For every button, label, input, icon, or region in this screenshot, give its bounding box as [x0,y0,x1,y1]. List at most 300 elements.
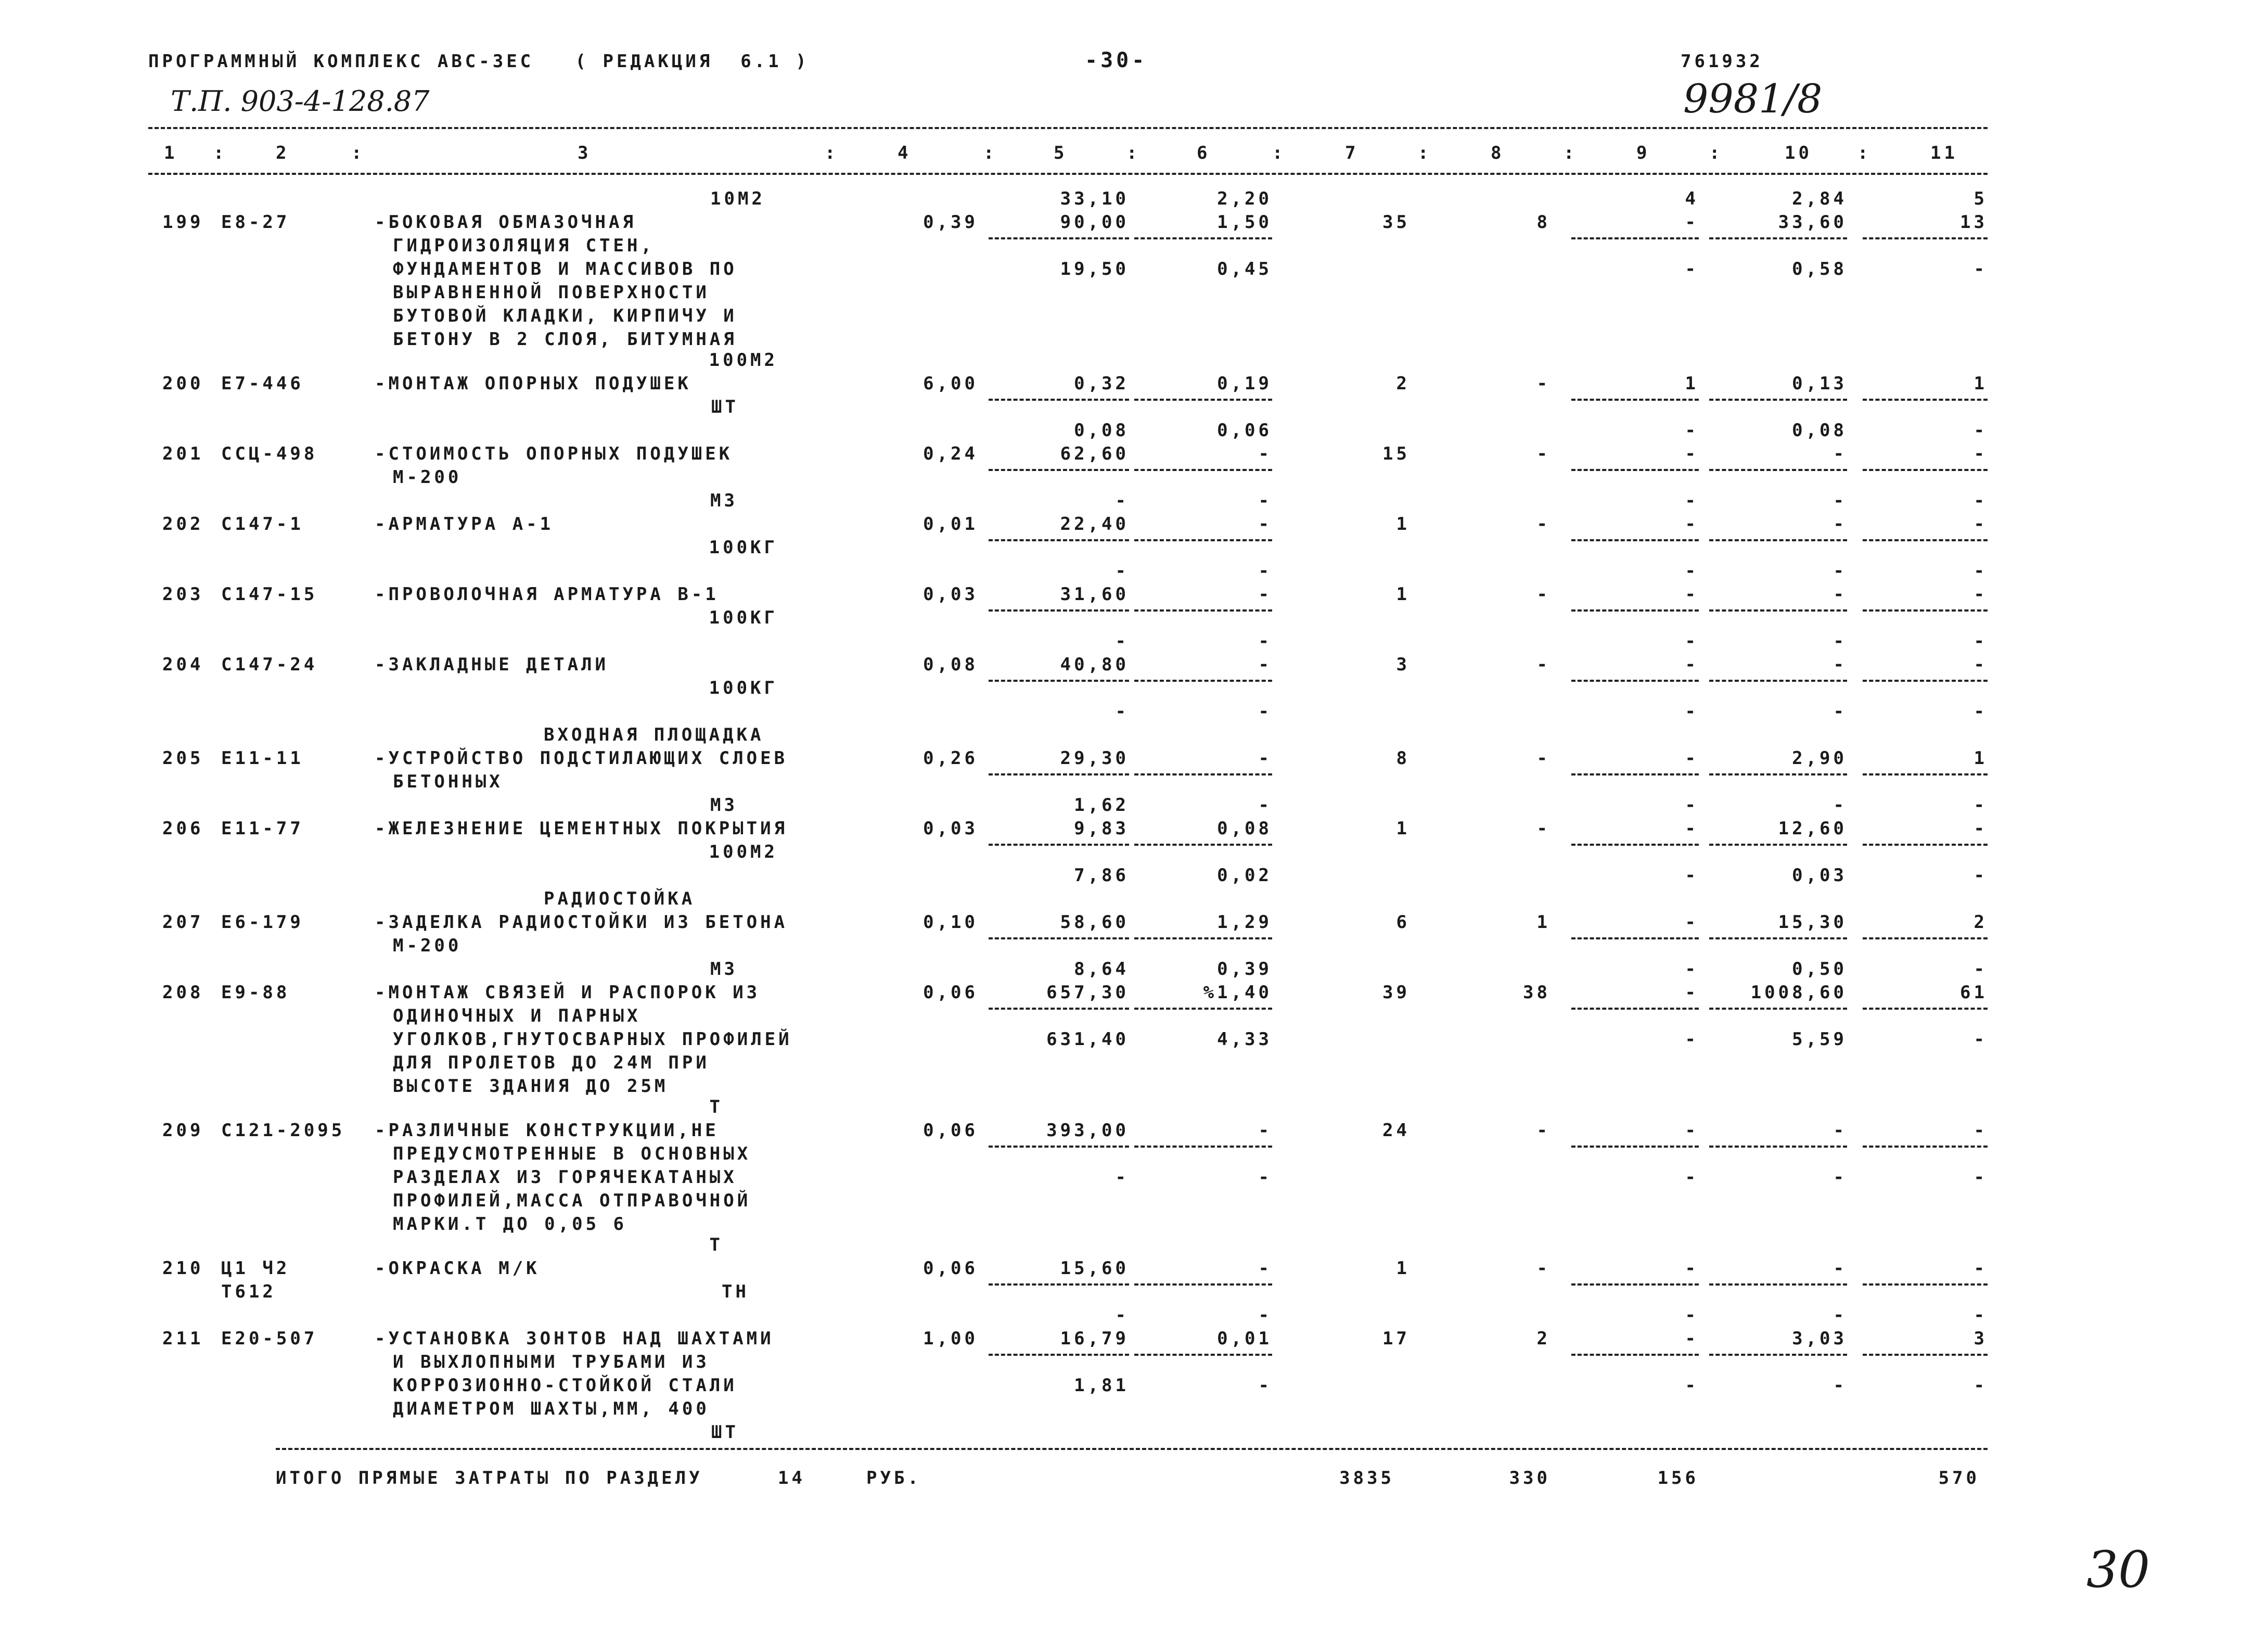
col10-value: 0,50 [1792,959,1847,979]
column-header: 5 [1054,143,1068,163]
col10-value: - [1833,631,1847,652]
work-description: -МОНТАЖ СВЯЗЕЙ И РАСПОРОК ИЗ [375,982,761,1003]
col4-value: 0,26 [923,748,978,769]
unit-of-measure: ТН [722,1281,749,1302]
unit-of-measure: ШТ [711,397,739,417]
unit-of-measure: 100М2 [709,350,778,371]
program-header: ПРОГРАММНЫЙ КОМПЛЕКС АВС-3ЕС ( РЕДАКЦИЯ 6.1 ) [148,51,810,72]
col9-value: - [1685,959,1699,979]
cost-separator [1709,609,1847,612]
cost-separator [1571,937,1699,939]
col9-value: - [1685,259,1699,279]
col7-value: 2 [1396,373,1410,394]
work-description: -ПРОВОЛОЧНАЯ АРМАТУРА В-1 [375,584,719,605]
cost-separator [1863,1146,1988,1148]
col6-value: 0,02 [1217,865,1272,886]
rate-code: Е11-11 [221,748,304,769]
work-description-continued: УГОЛКОВ,ГНУТОСВАРНЫХ ПРОФИЛЕЙ [393,1029,792,1050]
col10-value: - [1833,443,1847,464]
col11-value: - [1974,654,1988,675]
cost-separator [1571,773,1699,775]
col5-value: 90,00 [1060,212,1129,233]
col10-value: 0,03 [1792,865,1847,886]
col8-value: - [1536,654,1551,675]
item-number: 209 [162,1120,204,1141]
unit-of-measure: Т [709,1097,723,1117]
col6-value: - [1258,443,1272,464]
unit-of-measure: М3 [710,795,738,816]
col9-value: - [1685,748,1699,769]
col9-value: - [1685,818,1699,839]
header-rule-top [148,127,1988,129]
col6-value: 1,29 [1217,912,1272,933]
rate-code: Е20-507 [221,1328,318,1349]
col11-value: - [1974,514,1988,535]
col10-value: 12,60 [1778,818,1847,839]
col7-value: 15 [1382,443,1410,464]
header-rule-bottom [148,173,1988,175]
col7-value: 35 [1382,212,1410,233]
col4-value: 0,03 [923,584,978,605]
cost-separator [1571,1146,1699,1148]
cost-separator [1134,609,1272,612]
col10-value: - [1833,1258,1847,1279]
cost-separator [1863,1283,1988,1286]
cost-separator [1709,539,1847,541]
total-col9: 156 [1657,1468,1699,1489]
col8-value: 8 [1536,212,1551,233]
col10-value: 0,58 [1792,259,1847,279]
column-separator: : [351,143,365,163]
col10-value: - [1833,795,1847,816]
col5-value: - [1115,631,1129,652]
cost-separator [1134,773,1272,775]
cost-separator [1863,937,1988,939]
col11-value: 2 [1974,912,1988,933]
col6-value: 0,01 [1217,1328,1272,1349]
work-description-continued: ПРОФИЛЕЙ,МАССА ОТПРАВОЧНОЙ [393,1190,751,1211]
col5-value: - [1115,490,1129,511]
document-code: 761932 [1681,51,1763,72]
col10-value: - [1833,1375,1847,1396]
col11-value: - [1974,490,1988,511]
col7-value: 1 [1396,1258,1410,1279]
col9-value: - [1685,584,1699,605]
cost-separator [1571,469,1699,471]
col11-value: 1 [1974,748,1988,769]
work-description: -ЗАДЕЛКА РАДИОСТОЙКИ ИЗ БЕТОНА [375,912,788,933]
col10-value: - [1833,1305,1847,1326]
column-header: 8 [1491,143,1505,163]
rate-code: Е11-77 [221,818,304,839]
section-title: ВХОДНАЯ ПЛОЩАДКА [544,724,764,745]
work-description-continued: М-200 [393,935,462,956]
cost-separator [1134,1283,1272,1286]
cost-separator [1571,680,1699,682]
col5-value: - [1115,561,1129,581]
col11-value: - [1974,584,1988,605]
col9-value: - [1685,1029,1699,1050]
cost-separator [1863,680,1988,682]
col9-value: - [1685,1328,1699,1349]
work-description-continued: ГИДРОИЗОЛЯЦИЯ СТЕН, [393,235,655,256]
cost-separator [989,539,1129,541]
work-description-continued: БЕТОНУ В 2 СЛОЯ, БИТУМНАЯ [393,329,737,350]
rate-code: ССЦ-498 [221,443,318,464]
cost-separator [989,680,1129,682]
col9-value: - [1685,443,1699,464]
cost-separator [1134,469,1272,471]
col9-value: - [1685,420,1699,441]
work-description-continued: КОРРОЗИОННО-СТОЙКОЙ СТАЛИ [393,1375,737,1396]
cost-separator [1863,237,1988,239]
column-header: 2 [276,143,290,163]
col10-value: - [1833,561,1847,581]
cost-separator [1709,469,1847,471]
work-description: -БОКОВАЯ ОБМАЗОЧНАЯ [375,212,636,233]
col10-value: - [1833,584,1847,605]
column-separator: : [1564,143,1578,163]
column-separator: : [1857,143,1872,163]
col4-value: 0,06 [923,1120,978,1141]
col11-value: - [1974,1258,1988,1279]
cost-separator [1709,1146,1847,1148]
cost-separator [1709,1354,1847,1356]
col5-value: 1,81 [1074,1375,1129,1396]
col10-value: - [1833,514,1847,535]
cost-separator [989,609,1129,612]
col8-value: - [1536,443,1551,464]
cost-separator [1863,1354,1988,1356]
column-separator: : [1709,143,1723,163]
col10-value: 5,59 [1792,1029,1847,1050]
col6-value: 2,20 [1217,188,1272,209]
work-description-continued: ДЛЯ ПРОЛЕТОВ ДО 24М ПРИ [393,1052,710,1073]
page-number: -30- [1085,48,1148,72]
col6-value: %1,40 [1203,982,1272,1003]
col6-value: - [1258,584,1272,605]
col11-value: - [1974,795,1988,816]
cost-separator [989,469,1129,471]
column-header: 3 [578,143,592,163]
work-description-continued: ВЫРАВНЕННОЙ ПОВЕРХНОСТИ [393,282,710,303]
col6-value: - [1258,631,1272,652]
col11-value: - [1974,443,1988,464]
col5-value: 9,83 [1074,818,1129,839]
col9-value: - [1685,514,1699,535]
work-description-continued: МАРКИ.Т ДО 0,05 6 [393,1214,627,1235]
col9-value: - [1685,795,1699,816]
cost-separator [1571,399,1699,401]
col10-value: 15,30 [1778,912,1847,933]
work-description-continued: М-200 [393,467,462,488]
col10-value: 1008,60 [1750,982,1847,1003]
col6-value: - [1258,748,1272,769]
col10-value: - [1833,1167,1847,1188]
col8-value: - [1536,1258,1551,1279]
total-label: ИТОГО ПРЯМЫЕ ЗАТРАТЫ ПО РАЗДЕЛУ [276,1468,703,1489]
col5-value: - [1115,701,1129,722]
work-description: -СТОИМОСТЬ ОПОРНЫХ ПОДУШЕК [375,443,733,464]
col9-value: - [1685,865,1699,886]
col10-value: 2,90 [1792,748,1847,769]
section-title: РАДИОСТОЙКА [544,888,696,909]
col8-value: 1 [1536,912,1551,933]
col11-value: - [1974,259,1988,279]
col7-value: 1 [1396,584,1410,605]
rate-code: С147-15 [221,584,318,605]
work-description-continued: И ВЫХЛОПНЫМИ ТРУБАМИ ИЗ [393,1352,710,1372]
cost-separator [1863,539,1988,541]
col7-value: 39 [1382,982,1410,1003]
col5-value: 8,64 [1074,959,1129,979]
unit-of-measure: 100М2 [709,842,778,862]
col8-value: - [1536,514,1551,535]
item-number: 202 [162,514,204,535]
item-number: 205 [162,748,204,769]
item-number: 201 [162,443,204,464]
cost-separator [1134,844,1272,846]
cost-separator [1709,937,1847,939]
col11-value: - [1974,865,1988,886]
cost-separator [1571,539,1699,541]
column-separator: : [1272,143,1286,163]
col7-value: 24 [1382,1120,1410,1141]
work-description: -УСТАНОВКА ЗОНТОВ НАД ШАХТАМИ [375,1328,774,1349]
col11-value: - [1974,701,1988,722]
cost-separator [989,1354,1129,1356]
total-unit: РУБ. [866,1468,921,1489]
cost-separator [1571,844,1699,846]
unit-of-measure: 100КГ [709,537,778,558]
column-separator: : [825,143,839,163]
col7-value: 17 [1382,1328,1410,1349]
work-description: -МОНТАЖ ОПОРНЫХ ПОДУШЕК [375,373,691,394]
col9-value: - [1685,912,1699,933]
unit-of-measure: 100КГ [709,678,778,698]
column-header: 9 [1636,143,1650,163]
col8-value: - [1536,1120,1551,1141]
col6-value: - [1258,1305,1272,1326]
col10-value: - [1833,1120,1847,1141]
rate-code: Е7-446 [221,373,304,394]
col10-value: 33,60 [1778,212,1847,233]
cost-separator [1134,1146,1272,1148]
col5-value: 19,50 [1060,259,1129,279]
total-col11: 570 [1938,1468,1980,1489]
col6-value: 0,06 [1217,420,1272,441]
col6-value: - [1258,1167,1272,1188]
col9-value: - [1685,1167,1699,1188]
cost-separator [989,1146,1129,1148]
column-separator: : [213,143,227,163]
col11-value: - [1974,1305,1988,1326]
col8-value: - [1536,584,1551,605]
col7-value: 6 [1396,912,1410,933]
rate-code: Е8-27 [221,212,290,233]
col9-value: - [1685,1120,1699,1141]
col11-value: - [1974,1167,1988,1188]
rate-code: С147-24 [221,654,318,675]
col8-value: - [1536,818,1551,839]
col9-value: - [1685,1305,1699,1326]
rate-code: С121-2095 [221,1120,345,1141]
item-number: 210 [162,1258,204,1279]
col11-value: 13 [1960,212,1988,233]
col9-value: - [1685,1258,1699,1279]
col5-value: 631,40 [1046,1029,1129,1050]
col4-value: 0,10 [923,912,978,933]
cost-separator [1709,1008,1847,1010]
col9-value: - [1685,701,1699,722]
unit-of-measure: М3 [710,959,738,979]
col11-value: - [1974,420,1988,441]
work-description: -УСТРОЙСТВО ПОДСТИЛАЮЩИХ СЛОЕВ [375,748,788,769]
col5-value: 0,32 [1074,373,1129,394]
col4-value: 1,00 [923,1328,978,1349]
col4-value: 0,06 [923,1258,978,1279]
rate-code: Е9-88 [221,982,290,1003]
item-number: 207 [162,912,204,933]
total-col7: 3835 [1339,1468,1394,1489]
total-rule [276,1448,1988,1450]
total-col8: 330 [1509,1468,1551,1489]
col9-value: - [1685,654,1699,675]
work-description-continued: ПРЕДУСМОТРЕННЫЕ В ОСНОВНЫХ [393,1143,751,1164]
col4-value: 0,06 [923,982,978,1003]
col5-value: 62,60 [1060,443,1129,464]
cost-separator [1863,399,1988,401]
col9-value: 4 [1685,188,1699,209]
col11-value: - [1974,959,1988,979]
cost-separator [989,1008,1129,1010]
col5-value: 7,86 [1074,865,1129,886]
col8-value: - [1536,748,1551,769]
col9-value: - [1685,561,1699,581]
col6-value: 0,39 [1217,959,1272,979]
item-number: 203 [162,584,204,605]
unit-of-measure: 10М2 [710,188,765,209]
col6-value: - [1258,1258,1272,1279]
col10-value: 3,03 [1792,1328,1847,1349]
col6-value: - [1258,490,1272,511]
col11-value: - [1974,631,1988,652]
col10-value: 2,84 [1792,188,1847,209]
col10-value: 0,08 [1792,420,1847,441]
cost-separator [1571,237,1699,239]
work-description: -ЗАКЛАДНЫЕ ДЕТАЛИ [375,654,609,675]
cost-separator [989,773,1129,775]
work-description: -РАЗЛИЧНЫЕ КОНСТРУКЦИИ,НЕ [375,1120,719,1141]
col10-value: - [1833,490,1847,511]
col6-value: - [1258,654,1272,675]
col5-value: 33,10 [1060,188,1129,209]
col7-value: 3 [1396,654,1410,675]
col6-value: - [1258,1120,1272,1141]
col5-value: 29,30 [1060,748,1129,769]
work-description-continued: ДИАМЕТРОМ ШАХТЫ,ММ, 400 [393,1398,710,1419]
col5-value: 393,00 [1046,1120,1129,1141]
col4-value: 0,39 [923,212,978,233]
work-description-continued: БЕТОННЫХ [393,771,503,792]
cost-separator [1134,1354,1272,1356]
column-separator: : [983,143,997,163]
cost-separator [1134,539,1272,541]
item-number: 211 [162,1328,204,1349]
cost-separator [1863,1008,1988,1010]
work-description-continued: ФУНДАМЕНТОВ И МАССИВОВ ПО [393,259,737,279]
cost-separator [1709,237,1847,239]
col9-value: - [1685,631,1699,652]
work-description-continued: ВЫСОТЕ ЗДАНИЯ ДО 25М [393,1076,669,1097]
col6-value: 0,19 [1217,373,1272,394]
cost-separator [1863,469,1988,471]
cost-separator [1709,680,1847,682]
unit-of-measure: Т [709,1235,723,1255]
project-number: Т.П. 903-4-128.87 [171,85,430,118]
col4-value: 0,03 [923,818,978,839]
col6-value: - [1258,561,1272,581]
item-number: 208 [162,982,204,1003]
column-header: 11 [1930,143,1958,163]
cost-separator [989,844,1129,846]
col6-value: 4,33 [1217,1029,1272,1050]
page-mark: 30 [2086,1541,2150,1599]
cost-separator [989,399,1129,401]
col5-value: 31,60 [1060,584,1129,605]
cost-separator [1134,399,1272,401]
column-header: 7 [1345,143,1359,163]
cost-separator [989,237,1129,239]
col5-value: - [1115,1167,1129,1188]
work-description: -АРМАТУРА А-1 [375,514,554,535]
col5-value: 0,08 [1074,420,1129,441]
cost-separator [1863,609,1988,612]
cost-separator [1709,399,1847,401]
col8-value: - [1536,373,1551,394]
col10-value: 0,13 [1792,373,1847,394]
cost-separator [1571,1354,1699,1356]
col6-value: - [1258,701,1272,722]
cost-separator [1571,1283,1699,1286]
col6-value: - [1258,795,1272,816]
rate-code: Ц1 Ч2 [221,1258,290,1279]
col7-value: 1 [1396,514,1410,535]
col9-value: - [1685,982,1699,1003]
col9-value: - [1685,1375,1699,1396]
col5-value: 22,40 [1060,514,1129,535]
cost-separator [1863,773,1988,775]
col11-value: 3 [1974,1328,1988,1349]
cost-separator [1134,1008,1272,1010]
col5-value: 657,30 [1046,982,1129,1003]
unit-of-measure: М3 [710,490,738,511]
item-number: 206 [162,818,204,839]
work-description-continued: БУТОВОЙ КЛАДКИ, КИРПИЧУ И [393,306,737,326]
col10-value: - [1833,701,1847,722]
cost-separator [1134,937,1272,939]
col11-value: - [1974,1120,1988,1141]
col7-value: 8 [1396,748,1410,769]
work-description: -ОКРАСКА М/К [375,1258,540,1279]
cost-separator [1709,844,1847,846]
col11-value: - [1974,1029,1988,1050]
col9-value: - [1685,212,1699,233]
item-number: 200 [162,373,204,394]
unit-of-measure: ШТ [711,1422,739,1443]
total-section: 14 [778,1468,805,1489]
col4-value: 0,08 [923,654,978,675]
